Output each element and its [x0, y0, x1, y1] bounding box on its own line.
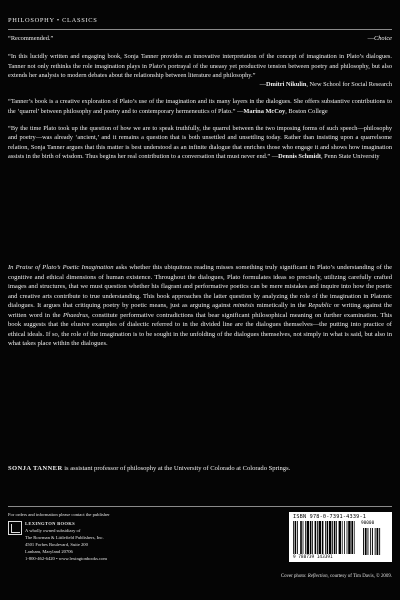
barcode-bar: [307, 521, 309, 554]
isbn-label: ISBN 978-0-7391-4339-1: [293, 514, 367, 520]
description-phaedrus: Phaedrus: [62, 311, 89, 319]
barcode-bar: [315, 521, 317, 554]
blurb-recommended: [8, 34, 392, 43]
barcode-bar: [295, 521, 297, 554]
barcode-addon-bar: [375, 528, 376, 555]
description-part-3: or writing against the written word in the: [8, 302, 392, 319]
barcode-bar: [347, 521, 348, 554]
publisher-name: LEXINGTON BOOKS: [25, 521, 75, 526]
barcode-bar: [348, 521, 350, 554]
publisher-line-2: The Rowman & Littlefield Publishers, Inc.: [25, 535, 104, 540]
blurb-nikulin-attribution: —Dmitri Nikulin, New School for Social Research: [259, 81, 392, 89]
barcode-bar: [312, 521, 313, 554]
book-description: [8, 263, 392, 349]
description-republic: Republic: [308, 302, 332, 310]
barcode-bar: [310, 521, 312, 554]
publisher-address: [25, 520, 107, 562]
cover-credit: [281, 574, 392, 579]
barcode-bar: [336, 521, 337, 554]
blurb-recommended-quote: “Recommended.”: [8, 35, 54, 42]
barcode-bar: [339, 521, 341, 554]
barcode-addon-bar: [363, 528, 364, 555]
barcode-addon-digits: 90000: [361, 521, 375, 526]
blurb-nikulin-name: Dmitri Nikulin: [266, 81, 307, 89]
description-part-1: asks whether this ubiquitous reading misses something truly significant in Plato’s understanding of the cognitive and ethical dimensions of human existence. Throughout the dialogues, Plato formulates ideas so precisely, utilizing carefully crafted images and structures, that we must question whether his flagrant and performative poetics can be mere mistakes and inquire into how the poetic and creative arts contribute to true understanding. This book approaches the latter question by analyzing the role of the imagination in Platonic dialogues. It argues that critiquing poetry by poetic means, just as arguing against: [8, 264, 392, 310]
blurb-nikulin: [8, 52, 392, 89]
publisher-line-4: Lanham, Maryland 20706: [25, 549, 73, 554]
orders-line: For orders and information please contact the publisher: [8, 512, 110, 517]
barcode-bar: [344, 521, 345, 554]
blurb-schmidt-attribution: —Dennis Schmidt, Penn State University: [271, 153, 380, 161]
blurb-recommended-source: —Choice: [367, 35, 392, 42]
barcode-addon-bar: [379, 528, 380, 555]
barcode-addon-bar: [370, 528, 371, 555]
blurb-schmidt: [8, 124, 392, 162]
author-name: SONJA TANNER: [8, 465, 63, 472]
barcode-addon-bar: [377, 528, 379, 555]
author-bio: [8, 464, 392, 474]
barcode-bar: [303, 521, 304, 554]
barcode-bar: [305, 521, 306, 554]
publisher-line-5: 1-800-462-6420 • www.lexingtonbooks.com: [25, 556, 107, 561]
blurb-mccoy-name: Marina McCoy: [243, 107, 286, 115]
barcode-bar: [317, 521, 318, 554]
blurb-schmidt-name: Dennis Schmidt: [278, 153, 321, 161]
barcode-addon-bar: [368, 528, 369, 555]
bottom-divider: [8, 506, 392, 507]
barcode-bar: [293, 521, 294, 554]
description-mimesis: mimēsis: [233, 302, 255, 310]
barcode-bar: [332, 521, 333, 554]
category-label: PHILOSOPHY • CLASSICS: [8, 17, 98, 24]
description-part-4: , constitute performative contradictions that bear significant philosophical meaning on further examination. This book suggests that the elusive examples of dialectic referred to in the divided line are the dialogues themselves—the putting into practice of ethical ideals. If so, the role of the imagination is to be sought in the unfolding of the dialogues themselves, not simply in what is said, but also in what takes place within the dialogues.: [8, 311, 392, 348]
description-title: In Praise of Plato’s Poetic Imagination: [8, 264, 114, 271]
blurb-mccoy-attribution: —Marina McCoy, Boston College: [237, 107, 328, 115]
blurb-mccoy-affiliation: , Boston College: [285, 107, 328, 115]
barcode-bar: [325, 521, 326, 554]
publisher-logo-icon: [8, 521, 22, 535]
barcode-bar: [342, 521, 343, 554]
blurb-mccoy: [8, 97, 392, 116]
barcode-bar: [329, 521, 331, 554]
barcode-bar: [319, 521, 321, 554]
barcode-bar: [297, 521, 298, 554]
barcode-bar: [334, 521, 336, 554]
barcode-ean-digits: 9 780739 143391: [293, 555, 333, 560]
barcode-bar: [327, 521, 329, 554]
description-part-2: mimetically in the: [254, 302, 309, 310]
barcode-bar: [354, 521, 355, 554]
barcode-addon-bar: [365, 528, 367, 555]
blurb-schmidt-text: “By the time Plato took up the question of how we are to speak truthfully, the quarrel between the two imposing forms of such speech—philosophy and poetry—was already ‘ancient,’ and it remains a question that is both unsettled and unsettling today. Rather than insisting upon a quarrelsome relation, Sonja Tanner argues that this matter is best understood as an infinite dialogue that enriches those who engage it and shows how imagination assists in the birth of wisdom. Thus begins her real contribution to a conversation that must never end.”: [8, 124, 392, 161]
blurb-mccoy-text: “Tanner’s book is a creative exploration of Plato’s use of the imagination and its many layers in the dialogues. She offers substantive contributions to the ‘quarrel’ between philosophy and poetry and to contemporary hermeneutics of Plato.”: [8, 98, 392, 115]
author-bio-text: is assistant professor of philosophy at the University of Colorado at Colorado Springs.: [62, 465, 291, 472]
barcode-bar: [300, 521, 302, 554]
credit-suffix: , courtesy of Tim Davis, © 2009.: [327, 574, 392, 579]
publisher-info: [8, 511, 110, 562]
choice-source: Choice: [374, 35, 392, 42]
top-divider: [8, 29, 392, 30]
blurbs-section: [8, 34, 392, 169]
blurb-schmidt-affiliation: , Penn State University: [321, 153, 380, 161]
credit-prefix: Cover photo:: [280, 574, 308, 579]
isbn-barcode: [289, 512, 392, 562]
barcode-addon-bar: [372, 528, 373, 555]
publisher-line-1: A wholly owned subsidiary of: [25, 528, 81, 533]
blurb-nikulin-text: “In this lucidly written and engaging book, Sonja Tanner provides an innovative interpretation of the concept of imagination in Plato’s dialogues. Tanner not only rethinks the role imagination plays in Plato’s portrayal of the uneasy yet productive tension between poetry and philosophy, but also extends her analysis to modern debates about the relationship between literature and philosophy.”: [8, 53, 392, 80]
barcode-bar: [322, 521, 324, 554]
publisher-block: [8, 520, 110, 562]
blurb-nikulin-affiliation: , New School for Social Research: [306, 81, 392, 89]
credit-title: Reflection: [307, 574, 328, 579]
publisher-line-3: 4501 Forbes Boulevard, Suite 200: [25, 542, 88, 547]
barcode-bar: [351, 521, 353, 554]
